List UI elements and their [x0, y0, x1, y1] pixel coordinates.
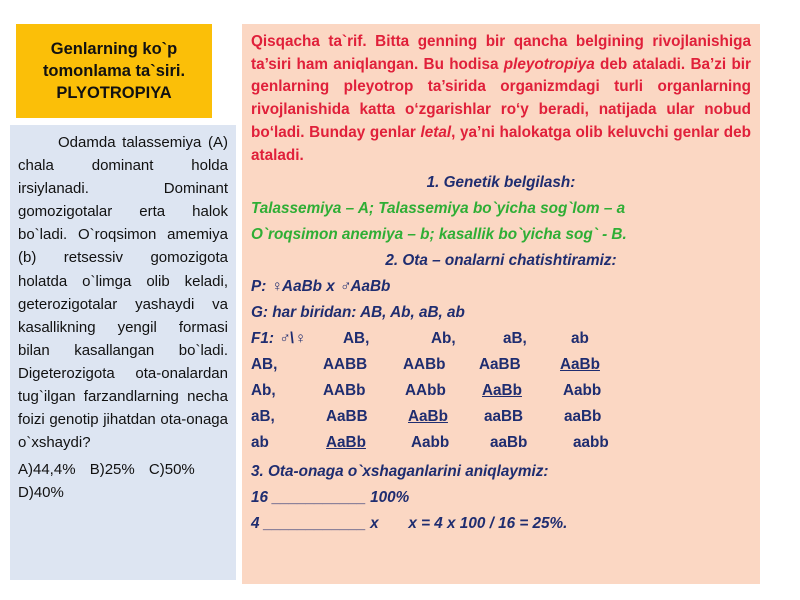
slide-title	[16, 24, 212, 118]
punnett-cell: aabb	[573, 434, 609, 452]
punnett-row	[251, 378, 751, 404]
brief-term-pleiotropy: pleyotropiya	[503, 55, 595, 73]
f1-label: F1: ♂\♀	[251, 330, 306, 348]
punnett-row-label: aB,	[251, 408, 275, 426]
punnett-cell: Aabb	[411, 434, 450, 452]
answer-options	[18, 458, 228, 504]
gametes-line: G: har biridan: AB, Ab, aB, ab	[251, 304, 465, 322]
title-line-3: PLYOTROPIYA	[56, 84, 172, 102]
punnett-cell: AaBb	[408, 408, 448, 426]
punnett-header-cell: Ab,	[431, 330, 456, 348]
brief-part-3: , ya’ni halokatga olib keluvchi genlar deb ataladi.	[251, 123, 751, 164]
punnett-row	[251, 404, 751, 430]
answer-option-c: C)50%	[148, 461, 195, 479]
title-line-2: tomonlama ta`siri.	[42, 62, 186, 80]
punnett-row	[251, 352, 751, 378]
parents-cross: P: ♀AaBb x ♂AaBb	[251, 278, 391, 296]
punnett-cell: AAbb	[405, 382, 446, 400]
solution-panel	[242, 24, 760, 584]
answer-option-b: B)25%	[89, 461, 135, 479]
punnett-row-label: Ab,	[251, 382, 276, 400]
punnett-cell: AaBB	[326, 408, 368, 426]
problem-text: Odamda talassemiya (A) chala dominant holda irsiylanadi. Dominant gomozigotalar erta halok bo`ladi. O`roqsimon amemiya (b) retsessiv gomozigota holatda o`limga olib keladi, geterozigotalar yashaydi va kasallikning yengil formasi bilan kasallangan bo`ladi. Digeterozigota ota-onalardan tug`ilgan farzandlarning necha foizi genotip jihatdan ota-onaga o`xshaydi?	[18, 134, 228, 452]
punnett-cell: AABb	[403, 356, 446, 374]
punnett-cell: aaBB	[484, 408, 524, 426]
brief-definition	[251, 31, 751, 167]
step-1-heading: 1. Genetik belgilash:	[426, 174, 576, 192]
gene-notation-b: O`roqsimon anemiya – b; kasallik bo`yicha sog` - B.	[251, 226, 627, 244]
punnett-cell: AaBb	[326, 434, 366, 452]
step-2-heading: 2. Ota – onalarni chatishtiramiz:	[385, 252, 617, 270]
calculation-line-2: 4 ____________ x x = 4 x 100 / 16 = 25%.	[251, 515, 568, 533]
punnett-cell: Aabb	[563, 382, 602, 400]
punnett-row-label: AB,	[251, 356, 278, 374]
title-line-1: Genlarning ko`p	[50, 40, 178, 58]
step-3-heading: 3. Ota-onaga o`xshaganlarini aniqlaymiz:	[251, 463, 549, 481]
punnett-cell: AaBb	[560, 356, 600, 374]
calculation-line-1: 16 ___________ 100%	[251, 489, 410, 507]
punnett-cell: AaBb	[482, 382, 522, 400]
punnett-cell: AABb	[323, 382, 366, 400]
punnett-cell: aaBb	[564, 408, 602, 426]
punnett-cell: AaBB	[479, 356, 521, 374]
punnett-header-cell: aB,	[503, 330, 527, 348]
brief-part-2: deb ataladi. Ba’zi bir genlarning pleyotrop ta’sirida organizmdagi turli organlarning rivojlanishida katta o‘zgarishlar ro‘y beradi, natijada ular nobud bo‘ladi. Bunday genlar	[251, 55, 751, 141]
brief-part-1: Qisqacha ta`rif. Bitta genning bir qancha belgining rivojlanishiga ta’siri ham aniqlangan. Bu hodisa	[251, 33, 751, 73]
punnett-row	[251, 430, 751, 456]
punnett-cell: aaBb	[490, 434, 528, 452]
answer-option-d: D)40%	[18, 484, 64, 502]
punnett-header-row	[251, 326, 751, 352]
gene-notation-a: Talassemiya – A; Talassemiya bo`yicha sog`lom – a	[251, 200, 626, 218]
punnett-header-cell: ab	[571, 330, 589, 348]
punnett-header-cell: AB,	[343, 330, 370, 348]
answer-option-a: A)44,4%	[18, 461, 76, 479]
brief-term-lethal: letal	[420, 123, 452, 141]
problem-panel	[10, 125, 236, 580]
punnett-row-label: ab	[251, 434, 269, 452]
punnett-cell: AABB	[323, 356, 368, 374]
